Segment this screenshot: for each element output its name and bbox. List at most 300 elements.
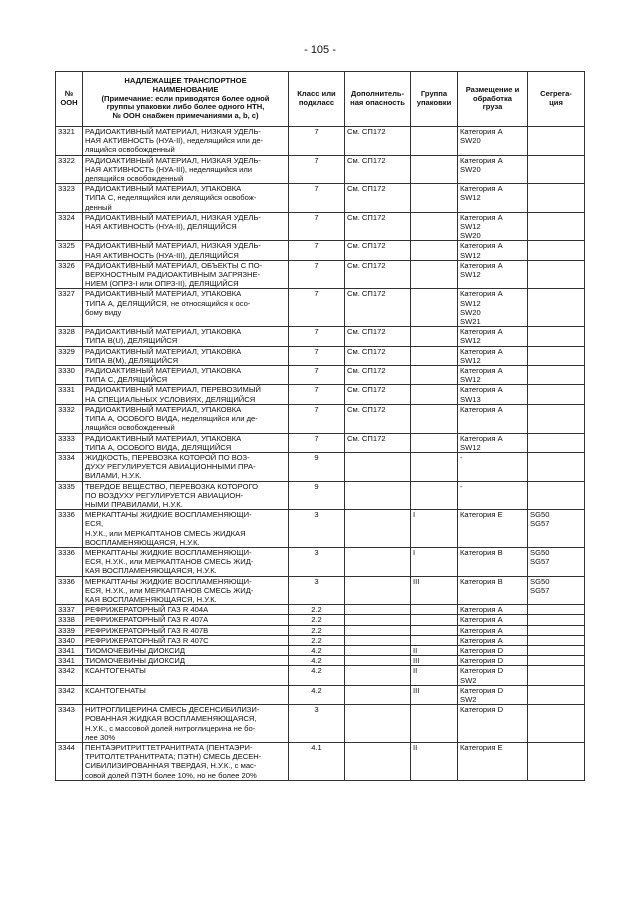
packing-group-cell: III: [411, 685, 458, 704]
table-row: [56, 685, 585, 704]
segregation-cell: [528, 184, 585, 213]
stowage-line: -: [460, 452, 463, 462]
un-number-cell: 3324: [56, 212, 83, 241]
segregation-line: SG50: [530, 547, 550, 557]
shipping-name-line: РАДИОАКТИВНЫЙ МАТЕРИАЛ, НИЗКАЯ УДЕЛЬ-: [85, 155, 261, 165]
packing-group-cell: I: [411, 510, 458, 548]
shipping-name-line: ТРИТОЛТЕТРАНИТРАТА; ПЭТН) СМЕСЬ ДЕСЕН-: [85, 752, 262, 762]
subsidiary-hazard-cell: [345, 615, 411, 625]
shipping-name-line: ТИОМОЧЕВИНЫ ДИОКСИД: [85, 645, 185, 655]
shipping-name-line: ТИПА C, ДЕЛЯЩИЙСЯ: [85, 375, 168, 385]
stowage-cell: [458, 645, 528, 655]
stowage-line: SW12: [460, 355, 481, 365]
table-row: [56, 547, 585, 576]
class-cell: 4.2: [289, 656, 345, 666]
stowage-line: Категория D: [460, 645, 504, 655]
un-number-cell: 3344: [56, 743, 83, 781]
class-cell: 4.2: [289, 645, 345, 655]
stowage-cell: [458, 260, 528, 289]
un-number-cell: 3329: [56, 346, 83, 365]
header-segregation: [528, 72, 585, 127]
class-cell: 7: [289, 433, 345, 452]
table-row: [56, 155, 585, 184]
subsidiary-hazard-cell: [345, 635, 411, 645]
table-row: [56, 366, 585, 385]
stowage-line: Категория A: [460, 625, 503, 635]
stowage-line: SW12: [460, 250, 481, 260]
un-number-cell: 3336: [56, 576, 83, 605]
shipping-name-line: КАЯ ВОСПЛАМЕНЯЮЩАЯСЯ, Н.У.К.: [85, 594, 217, 604]
packing-group-cell: I: [411, 547, 458, 576]
dangerous-goods-table: [55, 71, 585, 781]
stowage-line: Категория A: [460, 404, 503, 414]
shipping-name-cell: [83, 576, 289, 605]
segregation-cell: [528, 705, 585, 743]
class-cell: 7: [289, 212, 345, 241]
shipping-name-line: лее 30%: [85, 732, 116, 742]
table-row: [56, 656, 585, 666]
table-row: [56, 510, 585, 548]
stowage-cell: [458, 605, 528, 615]
stowage-cell: [458, 576, 528, 605]
segregation-cell: [528, 481, 585, 510]
shipping-name-line: Н.У.К., с массовой долей нитроглицерина не бо-: [85, 723, 256, 733]
shipping-name-line: РЕФРИЖЕРАТОРНЫЙ ГАЗ R 407B: [85, 625, 209, 635]
subsidiary-hazard-cell: См. СП172: [345, 184, 411, 213]
packing-group-cell: [411, 635, 458, 645]
stowage-line: SW12: [460, 270, 481, 280]
table-row: [56, 666, 585, 685]
stowage-line: SW12: [460, 336, 481, 346]
subsidiary-hazard-cell: [345, 666, 411, 685]
header-line: ция: [549, 98, 563, 107]
class-cell: 7: [289, 346, 345, 365]
shipping-name-line: КСАНТОГЕНАТЫ: [85, 666, 146, 676]
un-number-cell: 3342: [56, 666, 83, 685]
shipping-name-cell: [83, 743, 289, 781]
shipping-name-line: РАДИОАКТИВНЫЙ МАТЕРИАЛ, ПЕРЕВОЗИМЫЙ: [85, 385, 262, 395]
stowage-line: SW20: [460, 164, 481, 174]
class-cell: 3: [289, 705, 345, 743]
shipping-name-cell: [83, 404, 289, 433]
stowage-line: SW12: [460, 222, 481, 232]
shipping-name-line: Н.У.К., или МЕРКАПТАНОВ СМЕСЬ ЖИДКАЯ: [85, 528, 246, 538]
header-line: (Примечание: если приводятся более одной: [101, 93, 270, 103]
stowage-line: SW12: [460, 442, 481, 452]
stowage-cell: [458, 705, 528, 743]
stowage-line: Категория A: [460, 615, 503, 625]
stowage-line: Категория A: [460, 260, 503, 270]
un-number-cell: 3336: [56, 510, 83, 548]
segregation-line: SG57: [530, 557, 550, 567]
un-number-cell: 3323: [56, 184, 83, 213]
shipping-name-line: ПО ВОЗДУХУ РЕГУЛИРУЕТСЯ АВИАЦИОН-: [85, 490, 244, 500]
un-number-cell: 3343: [56, 705, 83, 743]
segregation-cell: [528, 635, 585, 645]
packing-group-cell: [411, 241, 458, 260]
stowage-cell: [458, 127, 528, 156]
segregation-cell: [528, 289, 585, 327]
table-body: [56, 127, 585, 781]
shipping-name-line: ЕСЯ, Н.У.К., или МЕРКАПТАНОВ СМЕСЬ ЖИД-: [85, 585, 254, 595]
class-cell: 7: [289, 404, 345, 433]
shipping-name-line: НА СПЕЦИАЛЬНЫХ УСЛОВИЯХ, ДЕЛЯЩИЙСЯ: [85, 394, 256, 404]
shipping-name-line: НАЯ АКТИВНОСТЬ (НУА-II), ДЕЛЯЩИЙСЯ: [85, 222, 237, 232]
stowage-line: SW20: [460, 136, 481, 146]
segregation-cell: [528, 346, 585, 365]
shipping-name-line: РАДИОАКТИВНЫЙ МАТЕРИАЛ, УПАКОВКА: [85, 184, 242, 194]
shipping-name-cell: [83, 452, 289, 481]
shipping-name-line: лящийся освобожденный: [85, 145, 175, 155]
subsidiary-hazard-cell: См. СП172: [345, 241, 411, 260]
page-number: - 105 -: [304, 44, 336, 56]
subsidiary-hazard-cell: См. СП172: [345, 260, 411, 289]
stowage-line: Категория A: [460, 605, 503, 615]
stowage-line: SW13: [460, 394, 481, 404]
segregation-cell: [528, 605, 585, 615]
subsidiary-hazard-cell: См. СП172: [345, 327, 411, 346]
segregation-cell: [528, 656, 585, 666]
packing-group-cell: [411, 289, 458, 327]
shipping-name-line: ЕСЯ,: [85, 519, 104, 529]
subsidiary-hazard-cell: См. СП172: [345, 385, 411, 404]
shipping-name-cell: [83, 184, 289, 213]
stowage-cell: [458, 743, 528, 781]
shipping-name-line: РАДИОАКТИВНЫЙ МАТЕРИАЛ, УПАКОВКА: [85, 327, 242, 337]
class-cell: 3: [289, 576, 345, 605]
shipping-name-line: ТВЕРДОЕ ВЕЩЕСТВО, ПЕРЕВОЗКА КОТОРОГО: [85, 481, 259, 491]
packing-group-cell: [411, 385, 458, 404]
packing-group-cell: [411, 260, 458, 289]
shipping-name-line: РАДИОАКТИВНЫЙ МАТЕРИАЛ, УПАКОВКА: [85, 366, 242, 376]
stowage-line: Категория A: [460, 212, 503, 222]
shipping-name-cell: [83, 212, 289, 241]
class-cell: 4.1: [289, 743, 345, 781]
subsidiary-hazard-cell: [345, 481, 411, 510]
table-row: [56, 705, 585, 743]
stowage-line: -: [460, 481, 463, 491]
un-number-cell: 3332: [56, 404, 83, 433]
un-number-cell: 3325: [56, 241, 83, 260]
segregation-cell: [528, 576, 585, 605]
class-cell: 3: [289, 510, 345, 548]
packing-group-cell: [411, 155, 458, 184]
packing-group-cell: III: [411, 656, 458, 666]
table-row: [56, 212, 585, 241]
stowage-line: SW2: [460, 675, 477, 685]
un-number-cell: 3338: [56, 615, 83, 625]
class-cell: 4.2: [289, 685, 345, 704]
table-row: [56, 260, 585, 289]
class-cell: 7: [289, 385, 345, 404]
shipping-name-line: РОВАННАЯ ЖИДКАЯ ВОСПЛАМЕНЯЮЩАЯСЯ,: [85, 714, 257, 724]
header-stowage-handling: [458, 72, 528, 127]
un-number-cell: 3335: [56, 481, 83, 510]
un-number-cell: 3342: [56, 685, 83, 704]
class-cell: 4.2: [289, 666, 345, 685]
subsidiary-hazard-cell: См. СП172: [345, 366, 411, 385]
header-line: ная опасность: [350, 98, 405, 107]
header-packing-group: [411, 72, 458, 127]
header-line: Сегрега-: [540, 89, 572, 99]
subsidiary-hazard-cell: [345, 685, 411, 704]
header-line: Дополнитель-: [350, 89, 405, 99]
class-cell: 7: [289, 366, 345, 385]
table-row: [56, 605, 585, 615]
packing-group-cell: [411, 212, 458, 241]
un-number-cell: 3339: [56, 625, 83, 635]
header-un-number: [56, 72, 83, 127]
subsidiary-hazard-cell: См. СП172: [345, 346, 411, 365]
table-row: [56, 241, 585, 260]
header-line: НАДЛЕЖАЩЕЕ ТРАНСПОРТНОЕ: [124, 76, 247, 85]
class-cell: 7: [289, 184, 345, 213]
stowage-line: Категория B: [460, 576, 503, 586]
segregation-line: SG50: [530, 576, 550, 586]
subsidiary-hazard-cell: [345, 656, 411, 666]
segregation-cell: [528, 625, 585, 635]
packing-group-cell: [411, 346, 458, 365]
stowage-cell: [458, 289, 528, 327]
stowage-line: Категория A: [460, 327, 503, 337]
shipping-name-line: РАДИОАКТИВНЫЙ МАТЕРИАЛ, ОБЪЕКТЫ С ПО-: [85, 260, 263, 270]
shipping-name-cell: [83, 666, 289, 685]
stowage-cell: [458, 635, 528, 645]
segregation-cell: [528, 645, 585, 655]
stowage-line: Категория B: [460, 547, 503, 557]
shipping-name-line: НАЯ АКТИВНОСТЬ (НУА-II), неделящийся или де-: [85, 136, 264, 146]
shipping-name-line: РАДИОАКТИВНЫЙ МАТЕРИАЛ, НИЗКАЯ УДЕЛЬ-: [85, 127, 261, 136]
subsidiary-hazard-cell: [345, 605, 411, 615]
table-row: [56, 452, 585, 481]
shipping-name-line: РЕФРИЖЕРАТОРНЫЙ ГАЗ R 407C: [85, 635, 209, 645]
header-class: [289, 72, 345, 127]
shipping-name-line: НЫМИ ПРАВИЛАМИ, Н.У.К.: [85, 499, 183, 509]
packing-group-cell: II: [411, 743, 458, 781]
un-number-cell: 3327: [56, 289, 83, 327]
shipping-name-line: ТИПА A, ОСОБОГО ВИДА, ДЕЛЯЩИЙСЯ: [85, 442, 232, 452]
shipping-name-line: ВИЛАМИ, Н.У.К.: [85, 471, 142, 481]
header-line: упаковки: [416, 98, 452, 107]
packing-group-cell: [411, 433, 458, 452]
header-line: обработка: [472, 93, 513, 103]
shipping-name-line: РАДИОАКТИВНЫЙ МАТЕРИАЛ, УПАКОВКА: [85, 433, 242, 443]
shipping-name-line: ТИОМОЧЕВИНЫ ДИОКСИД: [85, 656, 185, 666]
table-row: [56, 481, 585, 510]
shipping-name-line: ТИПА A, ДЕЛЯЩИЙСЯ, не относящийся к осо-: [85, 298, 251, 308]
stowage-cell: [458, 385, 528, 404]
stowage-line: Категория A: [460, 433, 503, 443]
subsidiary-hazard-cell: [345, 510, 411, 548]
un-number-cell: 3337: [56, 605, 83, 615]
shipping-name-line: НАЯ АКТИВНОСТЬ (НУА-III), ДЕЛЯЩИЙСЯ: [85, 250, 239, 260]
header-line: Класс или: [297, 89, 336, 99]
stowage-cell: [458, 481, 528, 510]
stowage-cell: [458, 212, 528, 241]
shipping-name-line: ЖИДКОСТЬ, ПЕРЕВОЗКА КОТОРОЙ ПО ВОЗ-: [85, 452, 250, 462]
packing-group-cell: [411, 705, 458, 743]
un-number-cell: 3334: [56, 452, 83, 481]
shipping-name-cell: [83, 481, 289, 510]
shipping-name-line: лящийся освобожденный: [85, 423, 175, 433]
segregation-cell: [528, 260, 585, 289]
class-cell: 2.2: [289, 635, 345, 645]
class-cell: 9: [289, 481, 345, 510]
shipping-name-cell: [83, 260, 289, 289]
class-cell: 7: [289, 327, 345, 346]
shipping-name-line: РЕФРИЖЕРАТОРНЫЙ ГАЗ R 404A: [85, 605, 209, 615]
shipping-name-line: совой долей ПЭТН более 10%, но не более 20%: [85, 770, 257, 780]
table-header-row: [56, 72, 585, 127]
stowage-line: Категория A: [460, 289, 503, 299]
stowage-cell: [458, 625, 528, 635]
table-row: [56, 327, 585, 346]
stowage-cell: [458, 433, 528, 452]
shipping-name-line: ДУХУ РЕГУЛИРУЕТСЯ АВИАЦИОННЫМИ ПРА-: [85, 462, 256, 472]
shipping-name-cell: [83, 346, 289, 365]
header-line: НАИМЕНОВАНИЕ: [152, 84, 219, 94]
shipping-name-line: ТИПА C, неделящийся или делящийся освобож-: [85, 193, 257, 203]
stowage-cell: [458, 510, 528, 548]
segregation-cell: [528, 685, 585, 704]
shipping-name-cell: [83, 635, 289, 645]
packing-group-cell: [411, 605, 458, 615]
table-row: [56, 385, 585, 404]
subsidiary-hazard-cell: [345, 452, 411, 481]
un-number-cell: 3333: [56, 433, 83, 452]
segregation-cell: [528, 404, 585, 433]
shipping-name-line: СИБИЛИЗИРОВАННАЯ ТВЕРДАЯ, Н.У.К., с мас-: [85, 761, 257, 771]
segregation-cell: [528, 615, 585, 625]
segregation-cell: [528, 241, 585, 260]
stowage-line: SW2: [460, 694, 477, 704]
header-line: №: [64, 89, 74, 99]
packing-group-cell: [411, 327, 458, 346]
un-number-cell: 3321: [56, 127, 83, 156]
shipping-name-line: МЕРКАПТАНЫ ЖИДКИЕ ВОСПЛАМЕНЯЮЩИ-: [85, 547, 252, 557]
segregation-line: SG57: [530, 519, 550, 529]
segregation-line: SG57: [530, 585, 550, 595]
header-line: № ООН снабжен примечаниями a, b, c): [112, 111, 259, 121]
shipping-name-cell: [83, 433, 289, 452]
header-proper-shipping-name: [83, 72, 289, 127]
subsidiary-hazard-cell: См. СП172: [345, 289, 411, 327]
packing-group-cell: [411, 184, 458, 213]
packing-group-cell: [411, 625, 458, 635]
stowage-line: Категория A: [460, 635, 503, 645]
segregation-cell: [528, 743, 585, 781]
table-row: [56, 404, 585, 433]
stowage-line: Категория A: [460, 366, 503, 376]
segregation-cell: [528, 666, 585, 685]
shipping-name-line: бому виду: [85, 307, 122, 317]
subsidiary-hazard-cell: См. СП172: [345, 127, 411, 156]
segregation-cell: [528, 212, 585, 241]
table-row: [56, 127, 585, 156]
header-line: подкласс: [298, 98, 335, 107]
subsidiary-hazard-cell: См. СП172: [345, 155, 411, 184]
header-line: группы упаковки либо более одного НТН,: [106, 102, 265, 112]
table-row: [56, 615, 585, 625]
packing-group-cell: [411, 615, 458, 625]
table-row: [56, 576, 585, 605]
segregation-cell: [528, 327, 585, 346]
stowage-cell: [458, 666, 528, 685]
table-row: [56, 184, 585, 213]
packing-group-cell: II: [411, 645, 458, 655]
shipping-name-line: РАДИОАКТИВНЫЙ МАТЕРИАЛ, НИЗКАЯ УДЕЛЬ-: [85, 241, 261, 251]
shipping-name-cell: [83, 605, 289, 615]
header-subsidiary-hazard: [345, 72, 411, 127]
un-number-cell: 3326: [56, 260, 83, 289]
stowage-line: Категория A: [460, 127, 503, 136]
stowage-cell: [458, 155, 528, 184]
shipping-name-line: МЕРКАПТАНЫ ЖИДКИЕ ВОСПЛАМЕНЯЮЩИ-: [85, 510, 252, 520]
shipping-name-line: МЕРКАПТАНЫ ЖИДКИЕ ВОСПЛАМЕНЯЮЩИ-: [85, 576, 252, 586]
subsidiary-hazard-cell: [345, 705, 411, 743]
table-row: [56, 645, 585, 655]
shipping-name-line: делящийся освобожденный: [85, 174, 184, 184]
stowage-cell: [458, 366, 528, 385]
table-row: [56, 635, 585, 645]
shipping-name-line: ВЕРХНОСТНЫМ РАДИОАКТИВНЫМ ЗАГРЯЗНЕ-: [85, 270, 261, 280]
header-line: груза: [482, 102, 503, 112]
subsidiary-hazard-cell: См. СП172: [345, 433, 411, 452]
shipping-name-line: ТИПА B(M), ДЕЛЯЩИЙСЯ: [85, 355, 179, 365]
segregation-cell: [528, 155, 585, 184]
shipping-name-line: ТИПА A, ОСОБОГО ВИДА, неделящийся или де-: [85, 414, 258, 424]
shipping-name-line: РАДИОАКТИВНЫЙ МАТЕРИАЛ, УПАКОВКА: [85, 404, 242, 414]
shipping-name-line: НИТРОГЛИЦЕРИНА СМЕСЬ ДЕСЕНСИБИЛИЗИ-: [85, 705, 260, 715]
header-line: Группа: [420, 89, 448, 99]
subsidiary-hazard-cell: См. СП172: [345, 404, 411, 433]
table-row: [56, 743, 585, 781]
stowage-line: Категория D: [460, 685, 504, 695]
segregation-cell: [528, 127, 585, 156]
shipping-name-line: НИЕМ (ОПРЗ-I или ОПРЗ-II), ДЕЛЯЩИЙСЯ: [85, 279, 239, 289]
stowage-cell: [458, 452, 528, 481]
shipping-name-line: РЕФРИЖЕРАТОРНЫЙ ГАЗ R 407A: [85, 615, 209, 625]
segregation-cell: [528, 510, 585, 548]
stowage-line: Категория D: [460, 705, 504, 715]
un-number-cell: 3331: [56, 385, 83, 404]
segregation-line: SG50: [530, 510, 550, 520]
un-number-cell: 3341: [56, 645, 83, 655]
packing-group-cell: [411, 366, 458, 385]
stowage-line: SW12: [460, 193, 481, 203]
class-cell: 2.2: [289, 625, 345, 635]
stowage-line: Категория D: [460, 666, 504, 676]
class-cell: 7: [289, 260, 345, 289]
stowage-line: Категория E: [460, 510, 503, 520]
header-line: Размещение и: [465, 84, 520, 94]
stowage-cell: [458, 346, 528, 365]
un-number-cell: 3336: [56, 547, 83, 576]
class-cell: 7: [289, 289, 345, 327]
un-number-cell: 3330: [56, 366, 83, 385]
stowage-cell: [458, 685, 528, 704]
stowage-line: Категория A: [460, 385, 503, 395]
shipping-name-line: РАДИОАКТИВНЫЙ МАТЕРИАЛ, УПАКОВКА: [85, 289, 242, 299]
shipping-name-cell: [83, 385, 289, 404]
subsidiary-hazard-cell: [345, 576, 411, 605]
table-row: [56, 433, 585, 452]
shipping-name-line: денный: [85, 202, 112, 212]
class-cell: 7: [289, 155, 345, 184]
header-line: ООН: [60, 98, 78, 107]
shipping-name-cell: [83, 705, 289, 743]
stowage-line: SW21: [460, 317, 481, 327]
